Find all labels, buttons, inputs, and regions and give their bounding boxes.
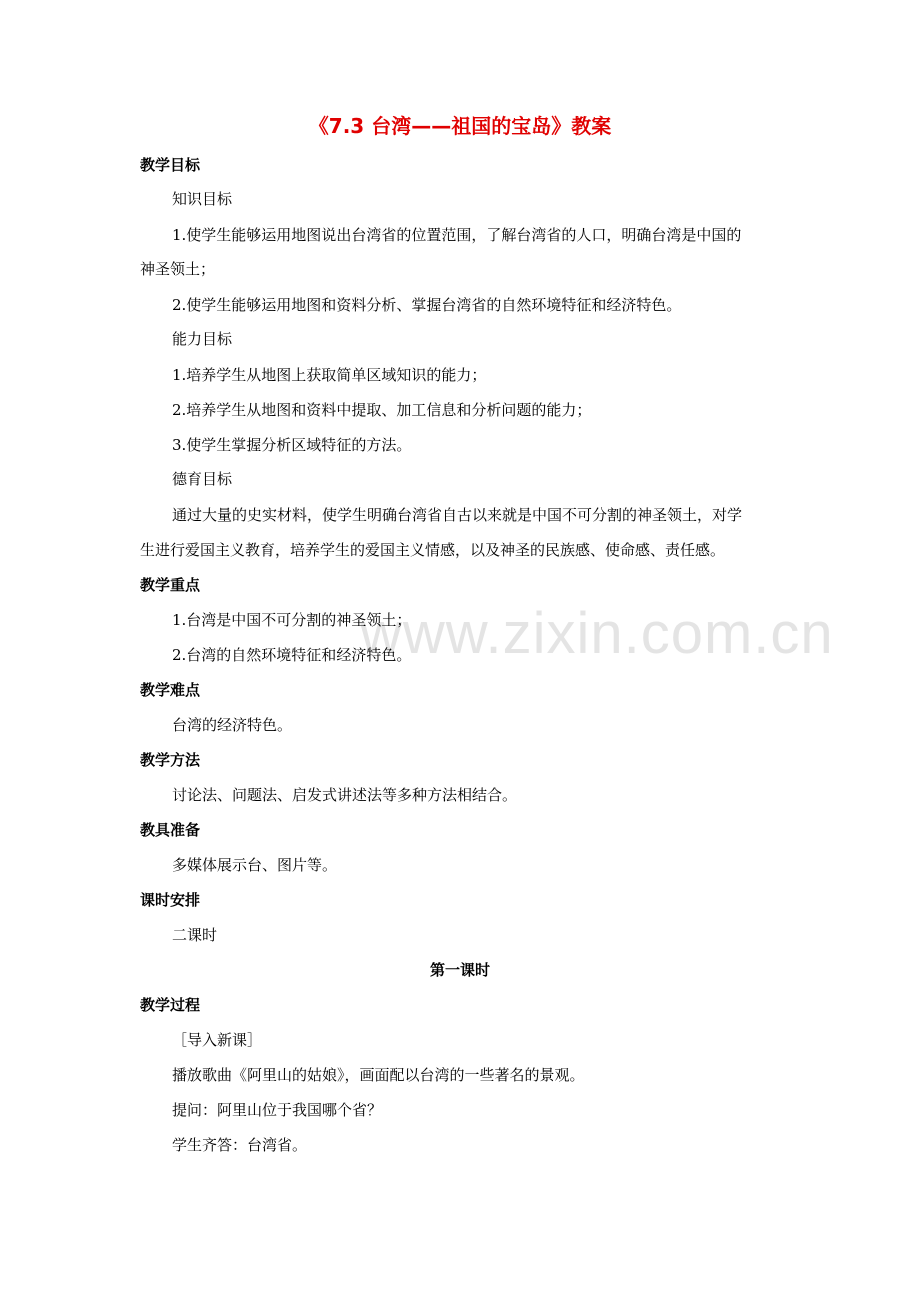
document-title: 《7.3 台湾——祖国的宝岛》教案 (308, 114, 612, 138)
section-heading-methods: 教学方法 (140, 751, 201, 769)
lesson-heading-first-period: 第一课时 (429, 961, 490, 979)
section-heading-teaching-process: 教学过程 (140, 996, 201, 1014)
section-heading-schedule: 课时安排 (140, 891, 201, 909)
paragraph-line: 3.使学生掌握分析区域特征的方法。 (172, 436, 412, 454)
subheading-moral-objectives: 德育目标 (172, 470, 233, 488)
paragraph-line: 1.使学生能够运用地图说出台湾省的位置范围，了解台湾省的人口，明确台湾是中国的 (172, 226, 742, 244)
paragraph-line: 2.台湾的自然环境特征和经济特色。 (172, 646, 412, 664)
section-heading-teaching-aids: 教具准备 (140, 821, 201, 839)
paragraph-line: 生进行爱国主义教育，培养学生的爱国主义情感，以及神圣的民族感、使命感、责任感。 (140, 541, 726, 559)
section-heading-teaching-objectives: 教学目标 (140, 156, 201, 174)
subheading-ability-objectives: 能力目标 (172, 330, 233, 348)
paragraph-line: 1.台湾是中国不可分割的神圣领土； (172, 611, 412, 629)
paragraph-line: ［导入新课］ (172, 1031, 263, 1049)
section-heading-key-points: 教学重点 (140, 576, 201, 594)
paragraph-line: 学生齐答：台湾省。 (172, 1136, 308, 1154)
paragraph-line: 台湾的经济特色。 (172, 716, 293, 734)
paragraph-line: 1.培养学生从地图上获取简单区域知识的能力； (172, 366, 487, 384)
paragraph-line: 神圣领土； (140, 260, 216, 278)
paragraph-line: 多媒体展示台、图片等。 (172, 856, 338, 874)
paragraph-line: 提问：阿里山位于我国哪个省？ (172, 1101, 383, 1119)
paragraph-line: 2.使学生能够运用地图和资料分析、掌握台湾省的自然环境特征和经济特色。 (172, 296, 682, 314)
paragraph-line: 2.培养学生从地图和资料中提取、加工信息和分析问题的能力； (172, 401, 592, 419)
watermark-text: www.zixin.com.cn (360, 601, 834, 666)
paragraph-line: 二课时 (172, 926, 218, 944)
paragraph-line: 播放歌曲《阿里山的姑娘》，画面配以台湾的一些著名的景观。 (172, 1066, 585, 1084)
subheading-knowledge-objectives: 知识目标 (172, 190, 233, 208)
paragraph-line: 通过大量的史实材料，使学生明确台湾省自古以来就是中国不可分割的神圣领土，对学 (172, 506, 743, 524)
section-heading-difficulties: 教学难点 (140, 681, 201, 699)
paragraph-line: 讨论法、问题法、启发式讲述法等多种方法相结合。 (172, 786, 518, 804)
